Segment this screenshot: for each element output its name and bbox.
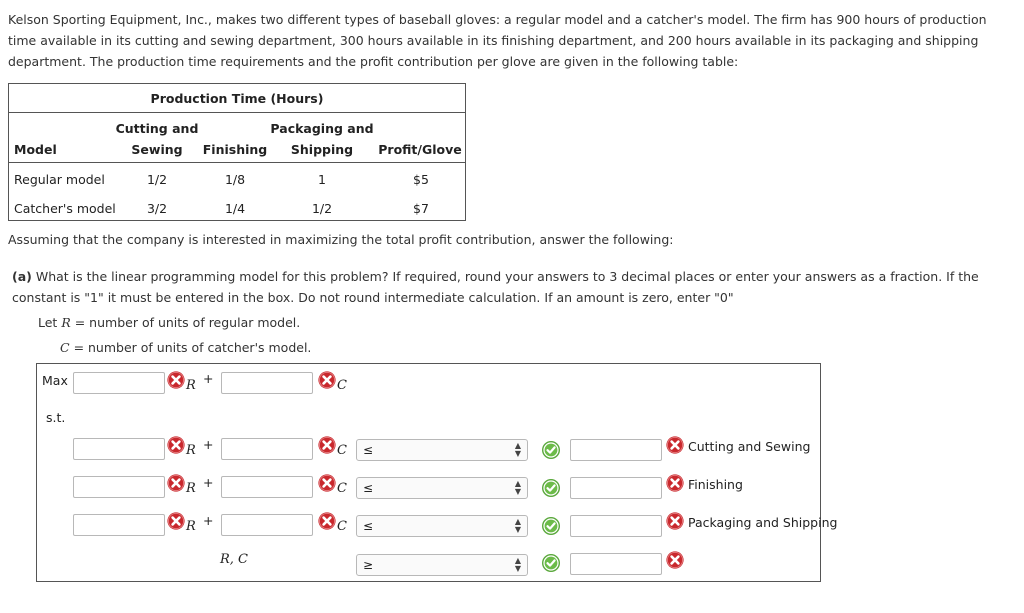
select-arrows-icon: ▲ ▼ (514, 517, 521, 534)
finishing-r-coefficient-input[interactable] (73, 476, 165, 498)
incorrect-icon (666, 474, 684, 492)
production-time-table (8, 83, 466, 221)
column-header: Profit/Glove (378, 142, 462, 157)
cutting-sewing-rhs-input[interactable] (570, 439, 662, 461)
incorrect-icon (666, 551, 684, 569)
question-text: What is the linear programming model for this problem? If required, round your answers to 3 decimal places or enter your answers as a fraction. If the constant is "1" it must be entered in the box. Do not round intermediate calculation. If an amount is zero, enter "0" (12, 269, 979, 305)
question-label: (a) (12, 269, 32, 284)
variable-r: R (186, 519, 196, 534)
correct-icon (542, 517, 560, 535)
select-arrows-icon: ▲ ▼ (514, 441, 521, 458)
variable-c: C (337, 378, 347, 393)
incorrect-icon (318, 436, 336, 454)
variable-definition-c (60, 340, 311, 355)
select-arrows-icon: ▲ ▼ (514, 556, 521, 573)
let-word: Let (38, 315, 58, 330)
question-a (12, 266, 1007, 308)
table-cell: Regular model (14, 172, 105, 187)
variable-r: R (186, 443, 196, 458)
variable-r: R (186, 378, 196, 393)
incorrect-icon (666, 436, 684, 454)
variable-c: C (337, 443, 347, 458)
plus-sign: + (203, 475, 214, 490)
table-header: Production Time (Hours) (150, 91, 324, 106)
cutting-sewing-r-coefficient-input[interactable] (73, 438, 165, 460)
variable-r: R (186, 481, 196, 496)
lp-model-form (36, 363, 838, 582)
variable-r: R (61, 315, 71, 330)
nonnegativity-inequality-select[interactable] (356, 554, 528, 576)
finishing-c-coefficient-input[interactable] (221, 476, 313, 498)
nonnegativity-variables: R, C (220, 552, 248, 567)
variable-definition-r (38, 315, 300, 330)
correct-icon (542, 479, 560, 497)
variable-c: C (60, 340, 70, 355)
variable-c-text: = number of units of catcher's model. (73, 340, 312, 355)
incorrect-icon (167, 371, 185, 389)
packaging-shipping-rhs-input[interactable] (570, 515, 662, 537)
table-cell: Catcher's model (14, 201, 116, 216)
plus-sign: + (203, 437, 214, 452)
select-arrows-icon: ▲ ▼ (514, 479, 521, 496)
column-header: Model (14, 142, 57, 157)
column-header: Shipping (290, 142, 354, 157)
objective-c-coefficient-input[interactable] (221, 372, 313, 394)
objective-r-coefficient-input[interactable] (73, 372, 165, 394)
correct-icon (542, 554, 560, 572)
column-header: Finishing (202, 142, 268, 157)
table-cell: 3/2 (146, 201, 168, 216)
finishing-inequality-select[interactable] (356, 477, 528, 499)
plus-sign: + (203, 513, 214, 528)
nonnegativity-rhs-input[interactable] (570, 553, 662, 575)
plus-sign: + (203, 371, 214, 386)
column-header: Sewing (131, 142, 183, 157)
table-cell: $5 (413, 172, 429, 187)
packaging-shipping-c-coefficient-input[interactable] (221, 514, 313, 536)
instruction-text: Assuming that the company is interested in maximizing the total profit contribution, answer the following: (8, 232, 674, 247)
subject-to-label: s.t. (46, 410, 66, 425)
column-header-top: Cutting and (115, 121, 199, 136)
variable-r-text: = number of units of regular model. (74, 315, 301, 330)
table-cell: 1/8 (224, 172, 246, 187)
table-divider (9, 112, 465, 113)
column-header-top: Packaging and (270, 121, 374, 136)
table-cell: $7 (413, 201, 429, 216)
selected-value: ≤ (363, 443, 374, 457)
incorrect-icon (167, 436, 185, 454)
correct-icon (542, 441, 560, 459)
packaging-shipping-r-coefficient-input[interactable] (73, 514, 165, 536)
table-cell: 1/2 (311, 201, 333, 216)
table-cell: 1/4 (224, 201, 246, 216)
incorrect-icon (318, 371, 336, 389)
variable-c: C (337, 481, 347, 496)
cutting-sewing-inequality-select[interactable] (356, 439, 528, 461)
incorrect-icon (318, 512, 336, 530)
packaging-shipping-inequality-select[interactable] (356, 515, 528, 537)
incorrect-icon (167, 512, 185, 530)
problem-statement: Kelson Sporting Equipment, Inc., makes two different types of baseball gloves: a regular model and a catcher's model. The firm has 900 hours of production time available in its cutting and sewing department, 300 hours available in its finishing department, and 200 hours available in its packaging and shipping department. The production time requirements and the profit contribution per glove are given in the following table: (8, 12, 987, 69)
constraint-name: Packaging and Shipping (688, 515, 838, 530)
incorrect-icon (167, 474, 185, 492)
constraint-name: Finishing (688, 477, 743, 492)
finishing-rhs-input[interactable] (570, 477, 662, 499)
selected-value: ≥ (363, 558, 374, 572)
selected-value: ≤ (363, 481, 374, 495)
selected-value: ≤ (363, 519, 374, 533)
incorrect-icon (318, 474, 336, 492)
table-divider (9, 162, 465, 163)
table-cell: 1 (318, 172, 326, 187)
variable-c: C (337, 519, 347, 534)
cutting-sewing-c-coefficient-input[interactable] (221, 438, 313, 460)
incorrect-icon (666, 512, 684, 530)
table-cell: 1/2 (146, 172, 168, 187)
max-label: Max (42, 373, 68, 388)
constraint-name: Cutting and Sewing (688, 439, 811, 454)
